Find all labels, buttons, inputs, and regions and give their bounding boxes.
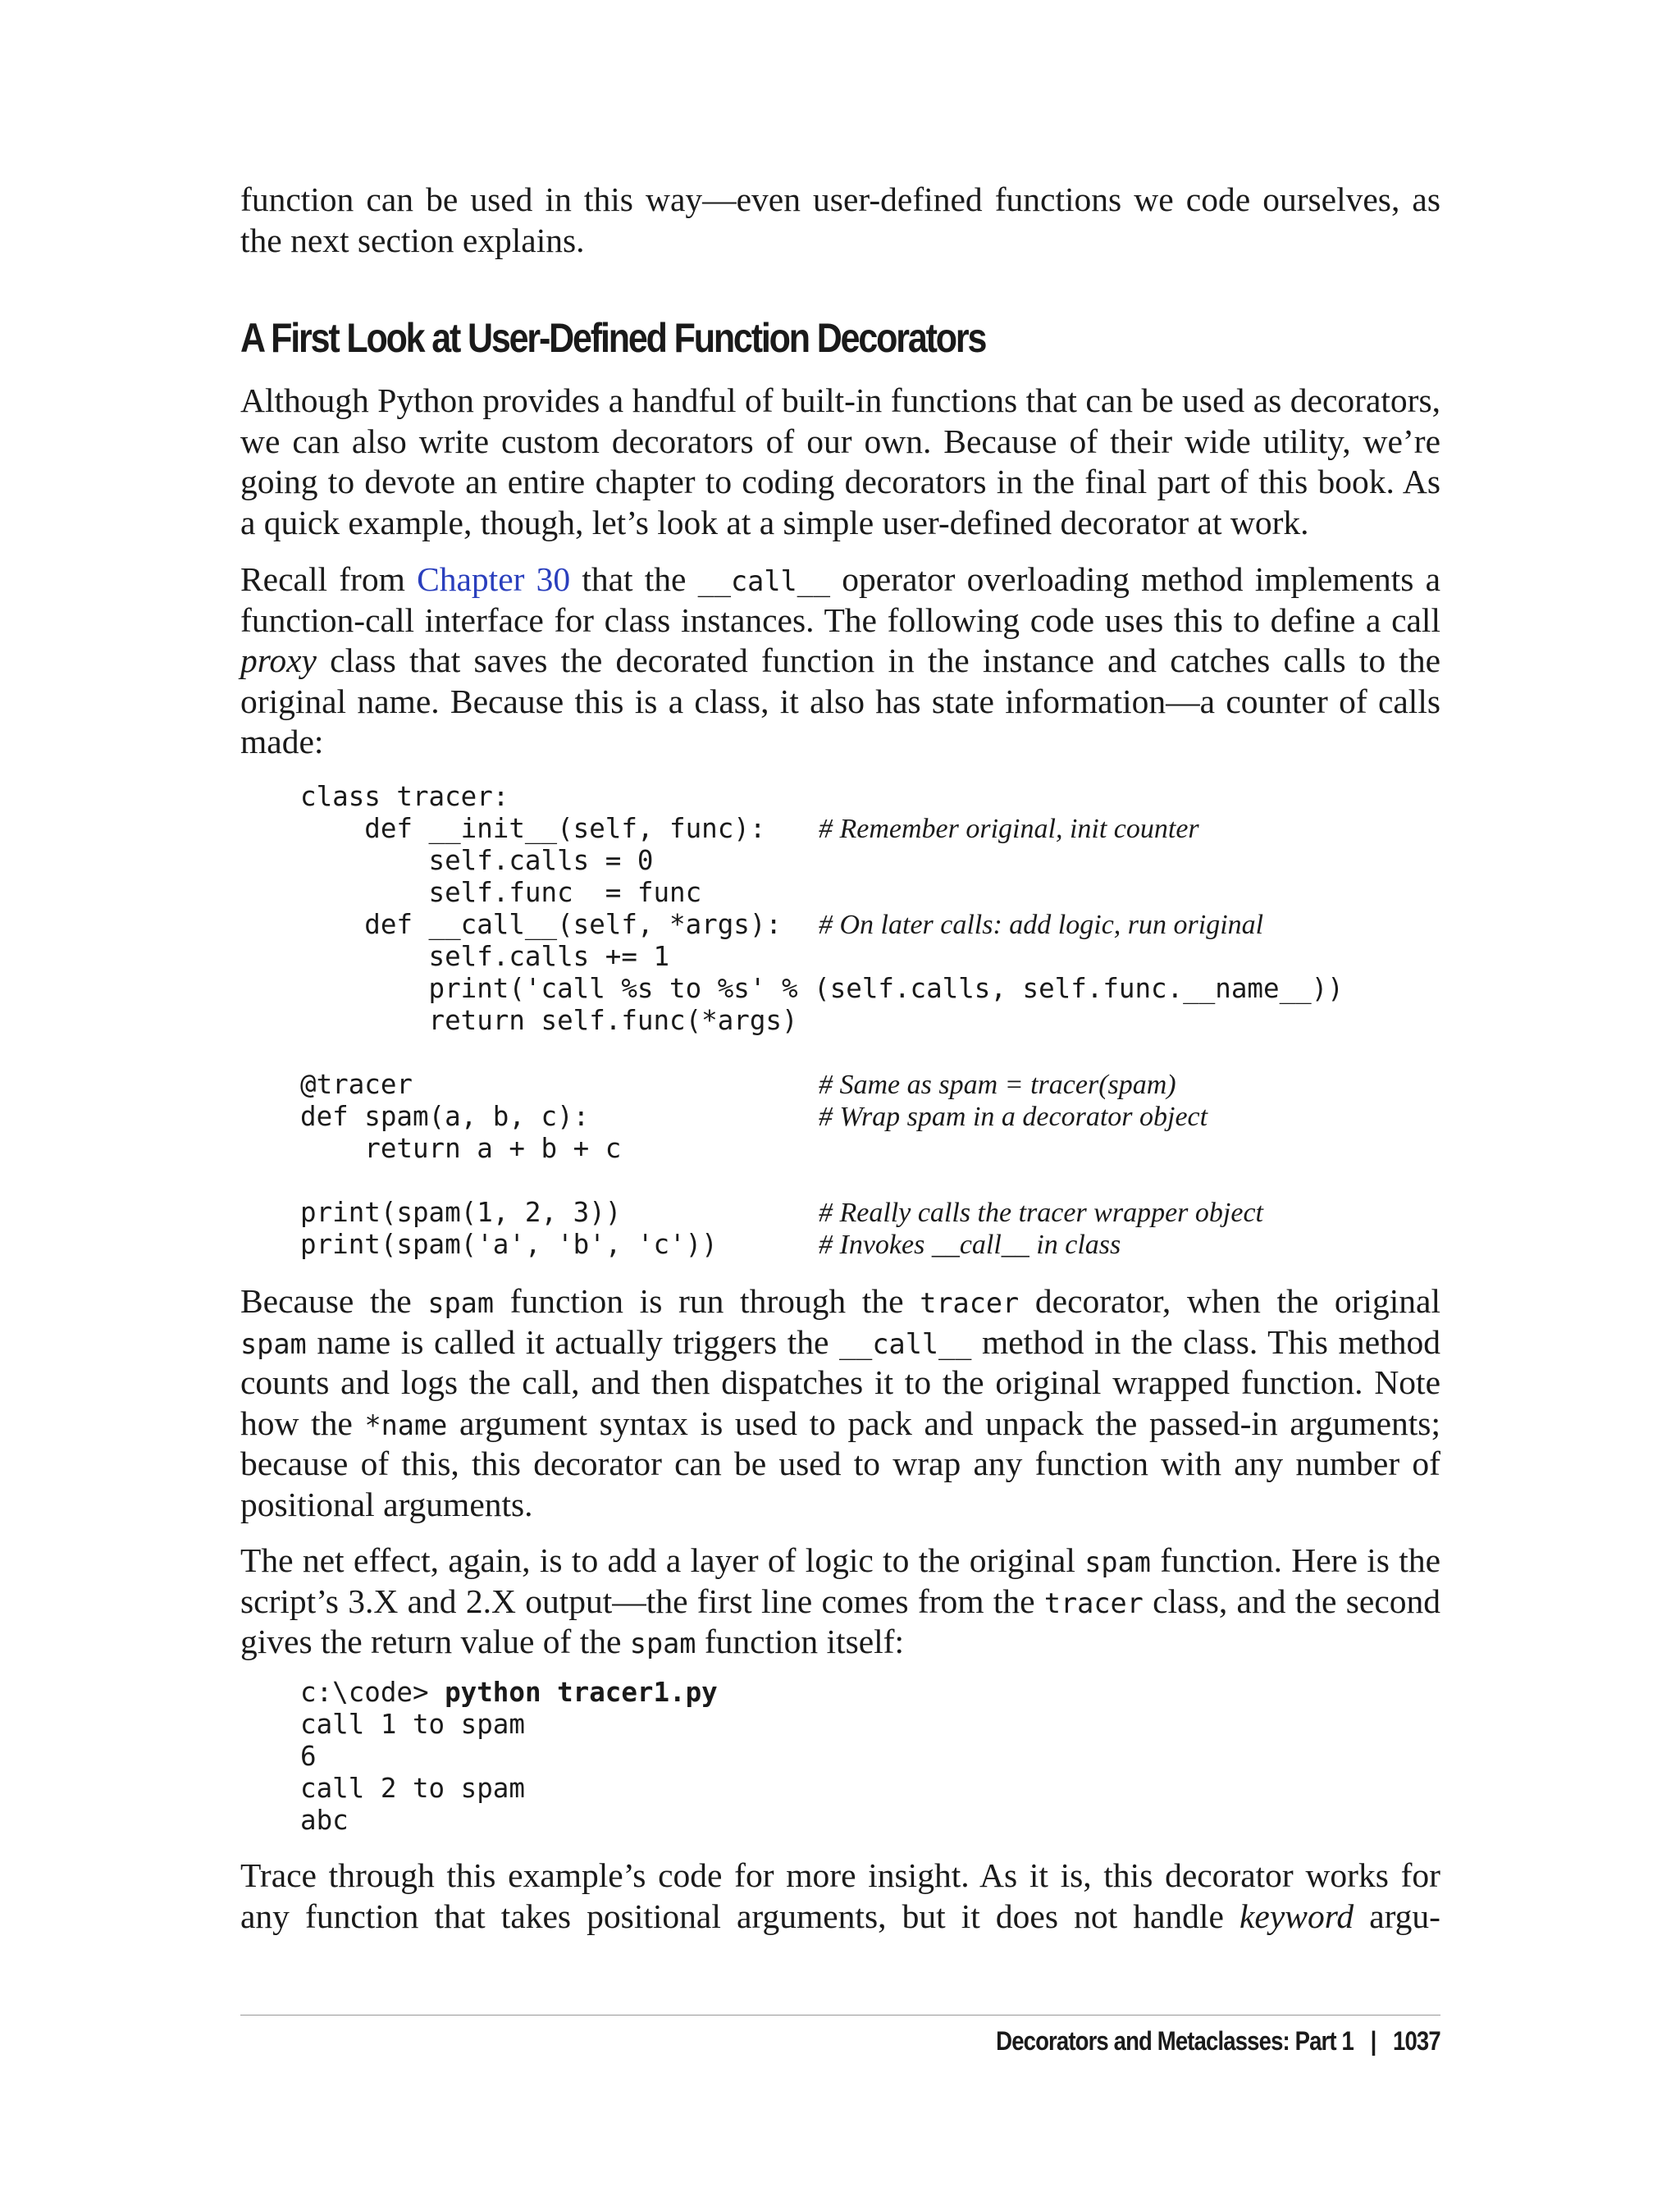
code-comment: # Wrap spam in a decorator object xyxy=(819,1102,1208,1132)
text-line: going to devote an entire chapter to coding decorators in the final part of this book. As xyxy=(240,463,1440,500)
code-comment: # Really calls the tracer wrapper object xyxy=(819,1198,1263,1228)
section-heading: A First Look at User-Defined Function Decorators xyxy=(240,315,986,361)
code-text: self.calls = 0 xyxy=(300,845,654,876)
inline-code: *name xyxy=(364,1408,448,1441)
text-line: how the *name argument syntax is used to pack and unpack the passed-in arguments; xyxy=(240,1404,1440,1442)
paragraph-1 xyxy=(240,381,1440,543)
console-output-line: call 1 to spam xyxy=(300,1709,525,1740)
code-text: def __call__(self, *args): xyxy=(300,909,782,940)
text-line: we can also write custom decorators of our own. Because of their wide utility, we’re xyxy=(240,422,1440,460)
paragraph-5 xyxy=(240,1856,1440,1937)
text-line: a quick example, though, let’s look at a simple user-defined decorator at work. xyxy=(240,503,1309,541)
text-line: script’s 3.X and 2.X output—the first line comes from the tracer class, and the second xyxy=(240,1582,1441,1620)
code-text: return self.func(*args) xyxy=(300,1005,798,1036)
code-text: self.func = func xyxy=(300,877,702,908)
footer-separator: | xyxy=(1370,2026,1376,2056)
inline-code: tracer xyxy=(1043,1586,1144,1619)
text-line: gives the return value of the spam function itself: xyxy=(240,1623,905,1660)
code-block-output xyxy=(300,1677,718,1837)
text-line: The net effect, again, is to add a layer of logic to the original spam function. Here is the xyxy=(240,1541,1440,1579)
code-text: print(spam('a', 'b', 'c')) xyxy=(300,1229,718,1260)
code-text: print(spam(1, 2, 3)) xyxy=(300,1197,622,1228)
text-line: made: xyxy=(240,723,324,760)
inline-code: spam xyxy=(427,1287,495,1319)
intro-paragraph xyxy=(240,180,1440,261)
code-comment: # Remember original, init counter xyxy=(819,814,1199,844)
console-output-line: abc xyxy=(300,1805,349,1836)
code-text: class tracer: xyxy=(300,781,509,812)
code-text: return a + b + c xyxy=(300,1133,622,1164)
code-comment: # On later calls: add logic, run original xyxy=(819,910,1264,940)
inline-code: tracer xyxy=(920,1287,1020,1319)
paragraph-3 xyxy=(240,1281,1440,1525)
code-comment: # Invokes __call__ in class xyxy=(819,1230,1121,1260)
inline-code: spam xyxy=(629,1628,696,1659)
text-line: because of this, this decorator can be used to wrap any function with any number of xyxy=(240,1445,1440,1482)
code-text: def __init__(self, func): xyxy=(300,813,766,844)
console-command-line xyxy=(300,1677,718,1709)
code-text: def spam(a, b, c): xyxy=(300,1101,590,1132)
chapter-30-link[interactable]: Chapter 30 xyxy=(417,560,571,598)
console-command: python tracer1.py xyxy=(445,1677,718,1708)
text-line: original name. Because this is a class, it also has state information—a counter of calls xyxy=(240,682,1440,720)
console-output-line: 6 xyxy=(300,1741,317,1772)
text-line: function-call interface for class instances. The following code uses this to define a call xyxy=(240,600,1440,639)
inline-code: spam xyxy=(1084,1546,1151,1578)
paragraph-2 xyxy=(240,559,1440,763)
emphasis: proxy xyxy=(240,641,317,679)
page-number: 1037 xyxy=(1393,2026,1440,2056)
inline-code: spam xyxy=(240,1327,307,1360)
console-prompt: c:\code> xyxy=(300,1677,445,1708)
text-line: spam name is called it actually triggers the __call__ method in the class. This method xyxy=(240,1322,1441,1361)
console-output-line: call 2 to spam xyxy=(300,1773,525,1804)
inline-code: __call__ xyxy=(839,1327,972,1360)
text-line: counts and logs the call, and then dispatches it to the original wrapped function. Note xyxy=(240,1363,1440,1401)
text-line: Recall from Chapter 30 that the __call__ operator overloading method implements a xyxy=(240,560,1440,598)
page-footer xyxy=(240,2026,1440,2067)
text-line: Although Python provides a handful of built-in functions that can be used as decorators, xyxy=(240,381,1440,419)
inline-code: __call__ xyxy=(697,565,831,597)
emphasis: keyword xyxy=(1239,1897,1354,1935)
text-line: Because the spam function is run through the tracer decorator, when the original xyxy=(240,1282,1440,1320)
footer-rule xyxy=(240,2015,1440,2016)
text-line: proxy class that saves the decorated function in the instance and catches calls to the xyxy=(240,641,1440,679)
code-text: @tracer xyxy=(300,1069,413,1100)
text-line: Trace through this example’s code for more insight. As it is, this decorator works for xyxy=(240,1856,1440,1894)
code-text: print('call %s to %s' % (self.calls, self.func.__name__)) xyxy=(300,973,1344,1004)
text-line: function can be used in this way—even user-defined functions we code ourselves, as xyxy=(240,180,1440,218)
text-line: the next section explains. xyxy=(240,221,585,259)
footer-chapter-title: Decorators and Metaclasses: Part 1 xyxy=(996,2026,1354,2056)
code-text: self.calls += 1 xyxy=(300,941,670,972)
code-comment: # Same as spam = tracer(spam) xyxy=(819,1070,1176,1100)
text-line: any function that takes positional arguments, but it does not handle keyword argu- xyxy=(240,1897,1441,1935)
text-line: positional arguments. xyxy=(240,1485,533,1523)
paragraph-4 xyxy=(240,1541,1440,1663)
